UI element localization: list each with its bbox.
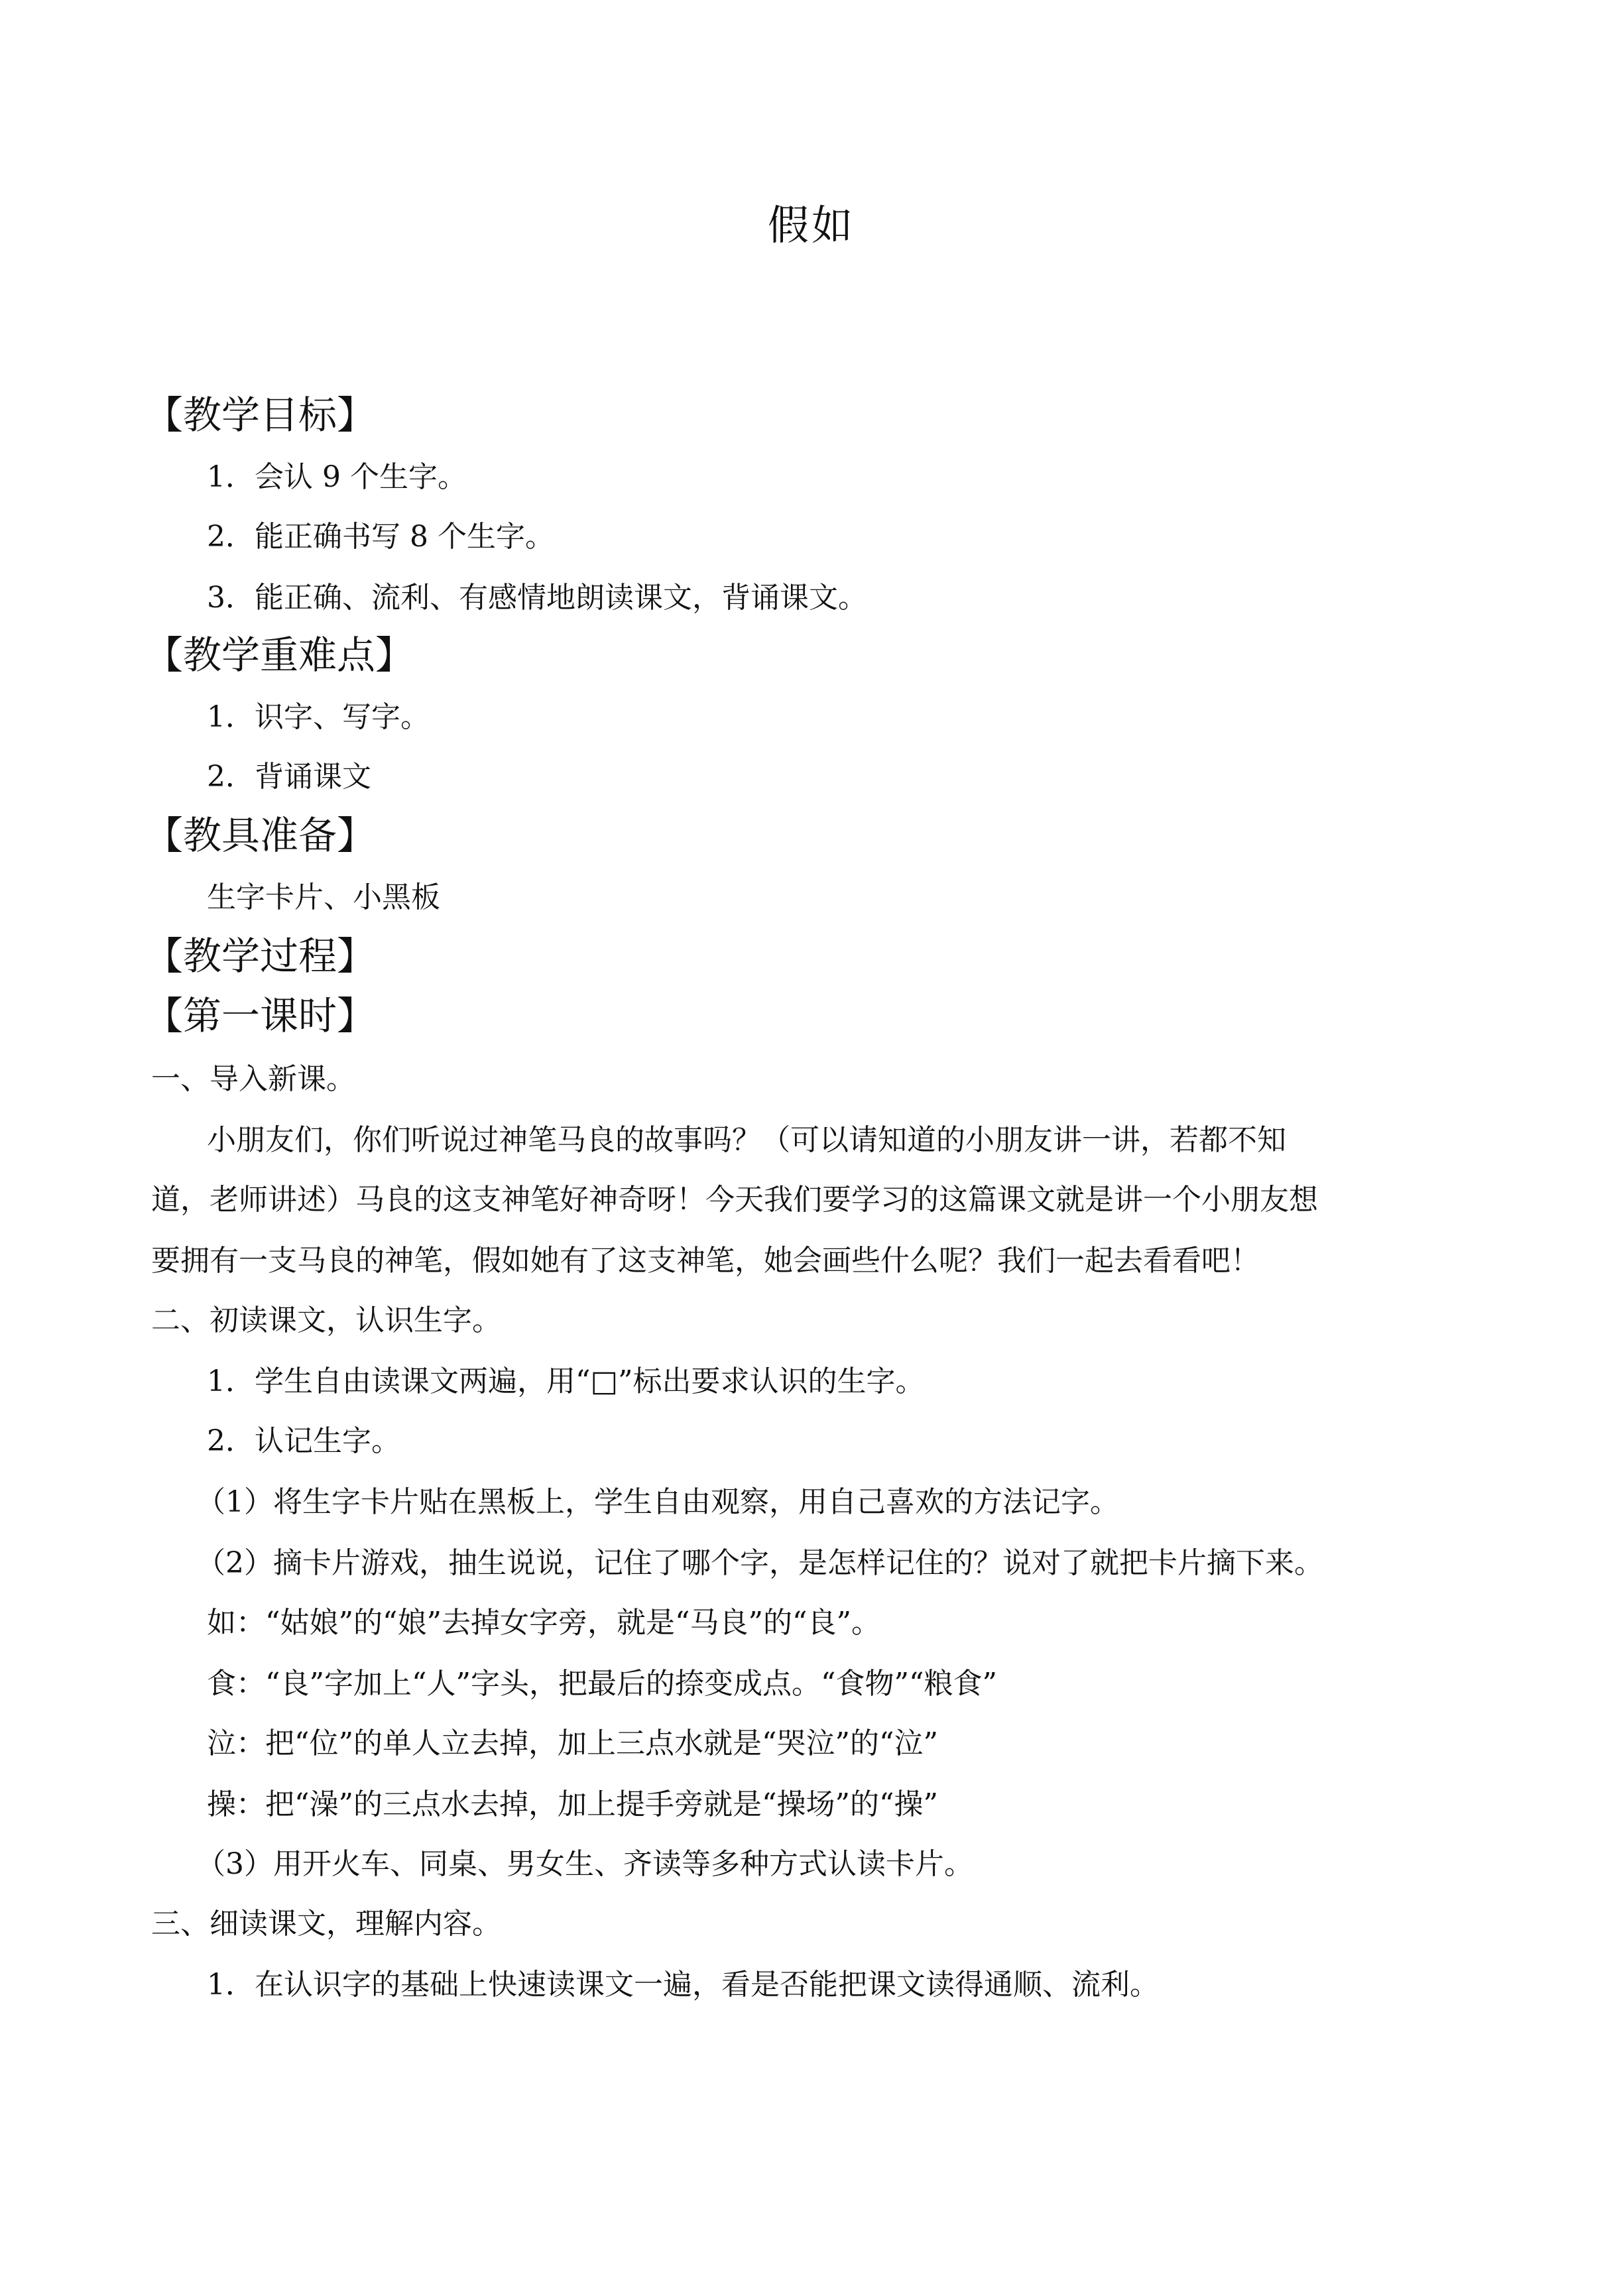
section-title: 二、初读课文，认识生字。: [151, 1303, 501, 1337]
materials-text: 生字卡片、小黑板: [207, 880, 440, 914]
list-item: 食：“良”字加上“人”字头，把最后的捺变成点。“食物”“粮食”: [207, 1667, 997, 1701]
document-title: 假如: [767, 201, 855, 249]
objective-item: 3．能正确、流利、有感情地朗读课文，背诵课文。: [207, 581, 867, 615]
paragraph-line: 道，老师讲述）马良的这支神笔好神奇呀！今天我们要学习的这篇课文就是讲一个小朋友想: [151, 1183, 1318, 1217]
list-item: （2）摘卡片游戏，抽生说说，记住了哪个字，是怎样记住的？说对了就把卡片摘下来。: [196, 1546, 1323, 1580]
objective-item: 2．能正确书写 8 个生字。: [207, 520, 554, 554]
list-item: 操：把“澡”的三点水去掉，加上提手旁就是“操场”的“操”: [207, 1787, 938, 1821]
key-point-item: 1．识字、写字。: [207, 700, 430, 734]
heading-objectives: 【教学目标】: [145, 393, 376, 438]
heading-key-points: 【教学重难点】: [145, 633, 414, 678]
heading-process: 【教学过程】: [145, 934, 376, 979]
list-item: （1）将生字卡片贴在黑板上，学生自由观察，用自己喜欢的方法记字。: [196, 1485, 1119, 1519]
section-title: 一、导入新课。: [151, 1062, 355, 1096]
paragraph-line: 小朋友们，你们听说过神笔马良的故事吗？（可以请知道的小朋友讲一讲，若都不知: [207, 1123, 1286, 1157]
list-item: 2．认记生字。: [207, 1424, 400, 1458]
list-item: 泣：把“位”的单人立去掉，加上三点水就是“哭泣”的“泣”: [207, 1726, 938, 1760]
key-point-item: 2．背诵课文: [207, 760, 371, 794]
section-title: 三、细读课文，理解内容。: [151, 1907, 501, 1941]
list-item: 1．在认识字的基础上快速读课文一遍，看是否能把课文读得通顺、流利。: [207, 1968, 1159, 2002]
heading-lesson-one: 【第一课时】: [145, 993, 376, 1038]
heading-materials: 【教具准备】: [145, 813, 376, 858]
paragraph-line: 要拥有一支马良的神笔，假如她有了这支神笔，她会画些什么呢？我们一起去看看吧！: [151, 1244, 1260, 1278]
objective-item: 1．会认 9 个生字。: [207, 460, 467, 494]
list-item: 1．学生自由读课文两遍，用“□”标出要求认识的生字。: [207, 1364, 925, 1398]
list-item: 如：“姑娘”的“娘”去掉女字旁，就是“马良”的“良”。: [207, 1606, 880, 1640]
list-item: （3）用开火车、同桌、男女生、齐读等多种方式认读卡片。: [196, 1847, 973, 1881]
